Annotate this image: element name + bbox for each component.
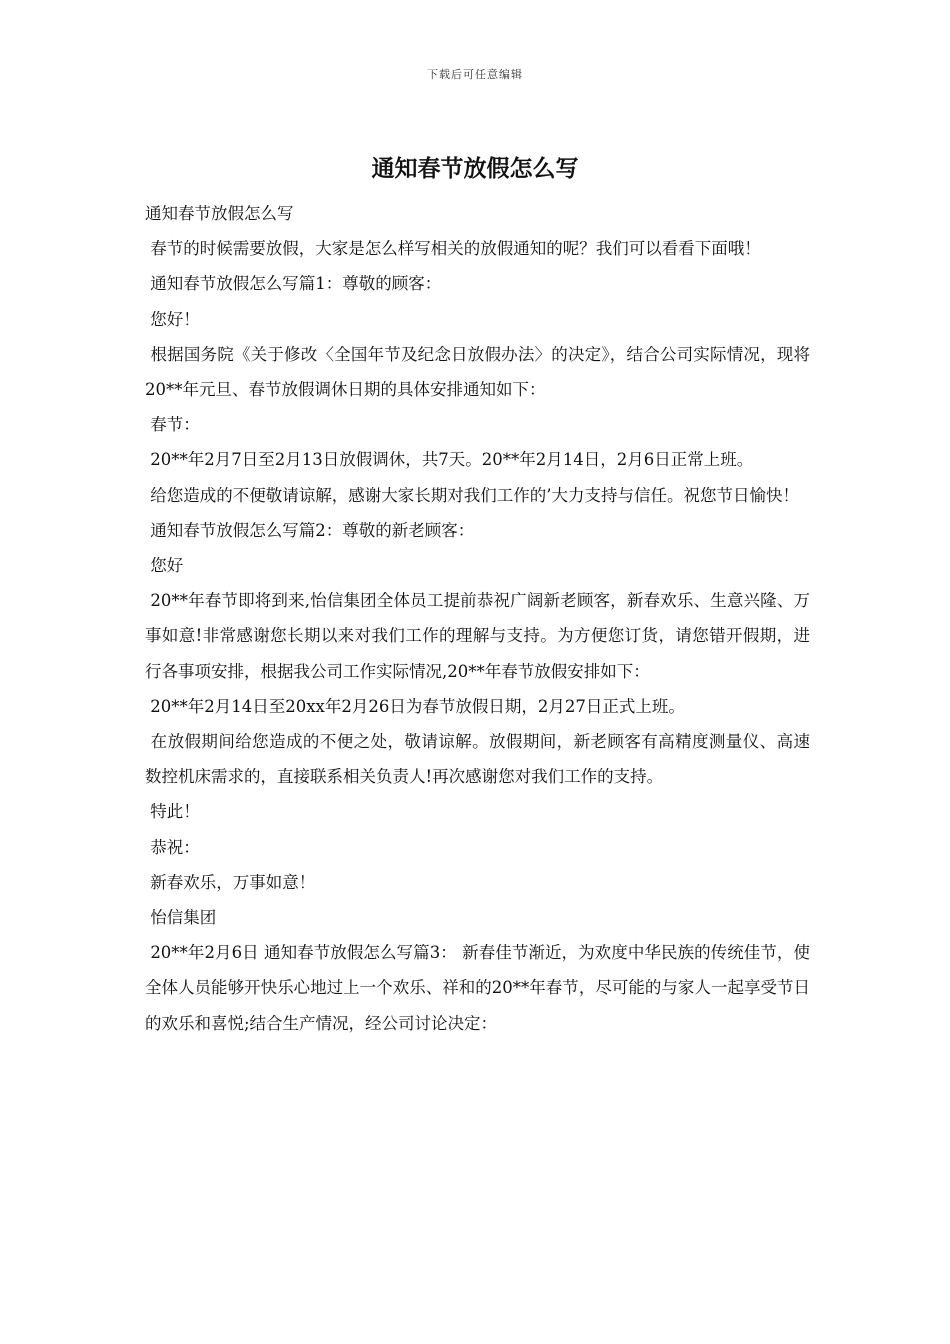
document-title: 通知春节放假怎么写: [371, 155, 579, 182]
page-header: 下载后可任意编辑: [427, 68, 523, 81]
paragraph: 特此！: [145, 802, 200, 822]
paragraph: 恭祝：: [145, 837, 200, 857]
paragraph: 春节：: [145, 415, 200, 435]
paragraph: 通知春节放假怎么写: [145, 204, 294, 223]
paragraph: 通知春节放假怎么写篇1：尊敬的顾客：: [145, 274, 442, 294]
document-body: [145, 196, 810, 1041]
paragraph: 20**年2月6日 通知春节放假怎么写篇3： 新春佳节渐近，为欢度中华民族的传统佳节，使全体人员能够开快乐心地过上一个欢乐、祥和的20**年春节，尽可能的与家人一起享受节日的欢乐和喜悦;结合生产情况，经公司讨论决定：: [145, 943, 810, 1033]
paragraph: 您好: [145, 556, 184, 576]
paragraph: 根据国务院《关于修改〈全国年节及纪念日放假办法〉的决定》，结合公司实际情况，现将20**年元旦、春节放假调休日期的具体安排通知如下：: [145, 344, 811, 400]
paragraph: 在放假期间给您造成的不便之处，敬请谅解。放假期间，新老顾客有高精度测量仪、高速数控机床需求的，直接联系相关负责人!再次感谢您对我们工作的支持。: [145, 732, 811, 787]
paragraph: 20**年2月7日至2月13日放假调休，共7天。20**年2月14日，2月6日正常上班。: [145, 450, 754, 470]
paragraph: 春节的时候需要放假，大家是怎么样写相关的放假通知的呢？我们可以看看下面哦！: [145, 239, 761, 259]
paragraph: 怡信集团: [145, 908, 217, 928]
paragraph: 20**年2月14日至20xx年2月26日为春节放假日期，2月27日正式上班。: [145, 696, 685, 716]
paragraph: 新春欢乐，万事如意！: [145, 872, 316, 892]
paragraph: 您好！: [145, 309, 200, 329]
paragraph: 给您造成的不便敬请谅解，感谢大家长期对我们工作的’大力支持与信任。祝您节日愉快！: [145, 485, 799, 505]
paragraph: 20**年春节即将到来,怡信集团全体员工提前恭祝广阔新老顾客，新春欢乐、生意兴隆、万事如意!非常感谢您长期以来对我们工作的理解与支持。为方便您订货，请您错开假期，进行各事项安排，根据我公司工作实际情况,20**年春节放假安排如下：: [145, 591, 810, 681]
paragraph: 通知春节放假怎么写篇2：尊敬的新老顾客：: [145, 520, 475, 540]
